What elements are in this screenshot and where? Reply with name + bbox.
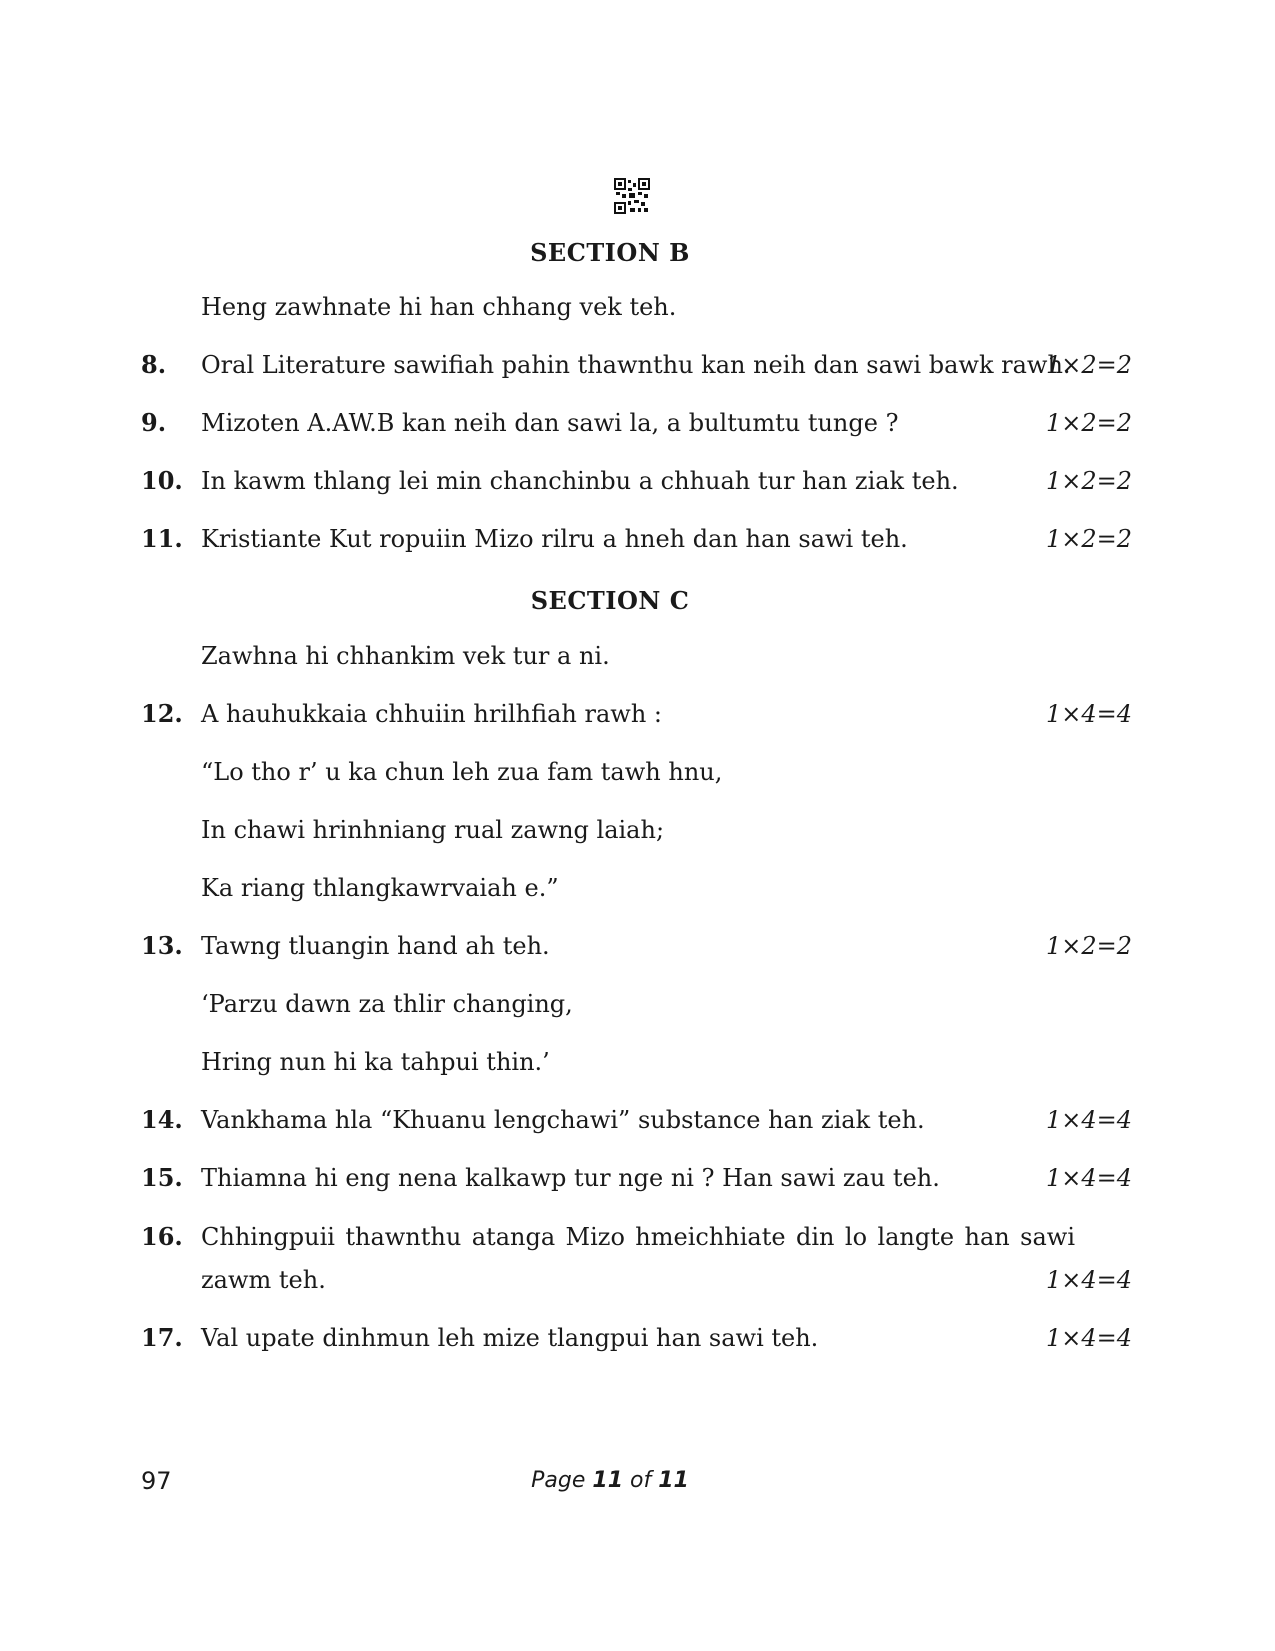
poem-line: In chawi hrinhniang rual zawng laiah;	[201, 816, 665, 844]
question-text: A hauhukkaia chhuiin hrilhfiah rawh :	[201, 700, 662, 728]
section-c-instruction: Zawhna hi chhankim vek tur a ni.	[201, 642, 610, 670]
poem-line: “Lo tho r’ u ka chun leh zua fam tawh hnu,	[201, 758, 723, 786]
paper-code: 97	[141, 1467, 172, 1495]
question-marks: 1×4=4	[1045, 1324, 1132, 1352]
question-marks: 1×2=2	[1045, 467, 1132, 495]
qr-code-icon	[614, 178, 650, 214]
question-marks: 1×4=4	[1045, 1266, 1132, 1294]
page-current: 11	[592, 1468, 624, 1493]
question-text: Oral Literature sawifiah pahin thawnthu kan neih dan sawi bawk rawh.	[201, 351, 1071, 379]
section-c-title: SECTION C	[530, 586, 690, 615]
poem-line: ‘Parzu dawn za thlir changing,	[201, 990, 573, 1018]
question-number: 10.	[141, 466, 183, 495]
page-number	[0, 1468, 1220, 1493]
question-marks: 1×4=4	[1045, 1106, 1132, 1134]
question-marks: 1×2=2	[1045, 525, 1132, 553]
question-marks: 1×2=2	[1045, 351, 1132, 379]
question-number: 16.	[141, 1222, 183, 1251]
question-number: 14.	[141, 1105, 183, 1134]
question-text: In kawm thlang lei min chanchinbu a chhuah tur han ziak teh.	[201, 467, 959, 495]
question-text: Val upate dinhmun leh mize tlangpui han sawi teh.	[201, 1324, 819, 1352]
section-b-instruction: Heng zawhnate hi han chhang vek teh.	[201, 293, 677, 321]
question-marks: 1×2=2	[1045, 409, 1132, 437]
question-marks: 1×2=2	[1045, 932, 1132, 960]
page-of: of	[630, 1468, 652, 1493]
question-number: 15.	[141, 1163, 183, 1192]
poem-line: Hring nun hi ka tahpui thin.’	[201, 1048, 550, 1076]
question-number: 12.	[141, 699, 183, 728]
question-text: Vankhama hla “Khuanu lengchawi” substance han ziak teh.	[201, 1106, 925, 1134]
question-number: 13.	[141, 931, 183, 960]
question-text-line: Chhingpuii thawnthu atanga Mizo hmeichhiate din lo langte han sawi	[201, 1223, 1075, 1251]
question-number: 11.	[141, 524, 183, 553]
question-marks: 1×4=4	[1045, 1164, 1132, 1192]
page-total: 11	[658, 1468, 689, 1493]
page-prefix: Page	[531, 1468, 586, 1493]
question-text: Kristiante Kut ropuiin Mizo rilru a hneh dan han sawi teh.	[201, 525, 908, 553]
poem-line: Ka riang thlangkawrvaiah e.”	[201, 874, 559, 902]
question-number: 8.	[141, 350, 167, 379]
question-text: Thiamna hi eng nena kalkawp tur nge ni ? Han sawi zau teh.	[201, 1164, 940, 1192]
question-marks: 1×4=4	[1045, 700, 1132, 728]
question-text-line: zawm teh.	[201, 1266, 326, 1294]
question-number: 17.	[141, 1323, 183, 1352]
question-text: Mizoten A.AW.B kan neih dan sawi la, a bultumtu tunge ?	[201, 409, 899, 437]
question-text: Tawng tluangin hand ah teh.	[201, 932, 550, 960]
section-b-title: SECTION B	[530, 238, 690, 267]
question-number: 9.	[141, 408, 167, 437]
